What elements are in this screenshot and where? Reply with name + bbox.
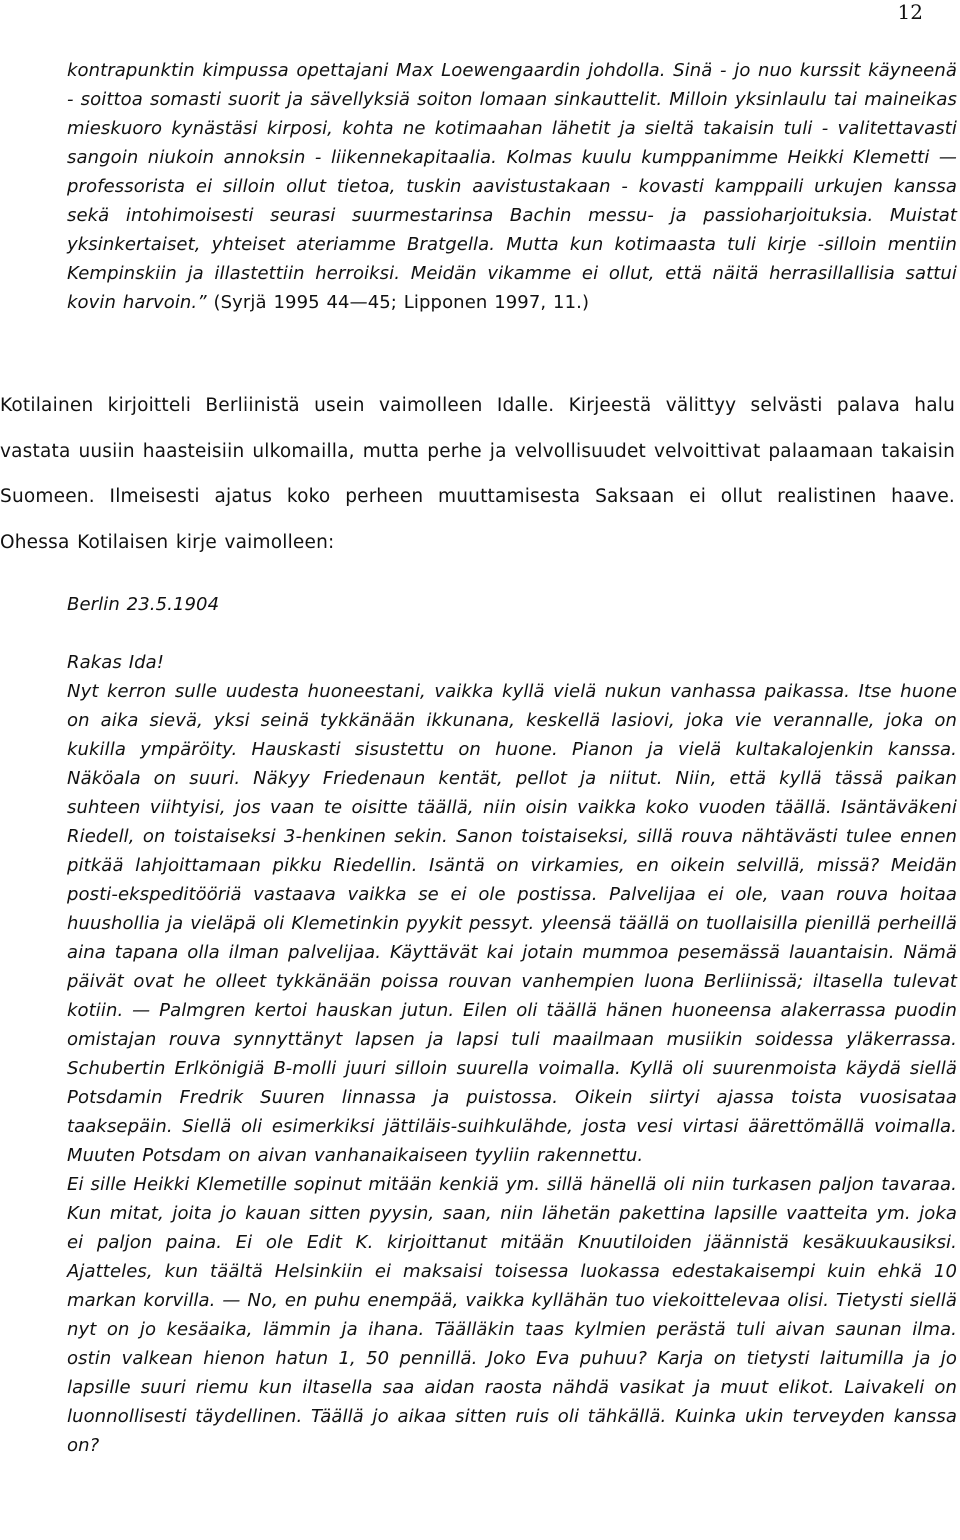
letter-paragraph-1: Nyt kerron sulle uudesta huoneestani, vaikka kyllä vielä nukun vanhassa paikassa. Itse huone on aika sievä, yksi seinä tykkänään ikkunana, keskellä lasiovi, joka vie verannalle, joka on kukilla ympäröity. Hauskasti sisustettu on huone. Pianon ja vielä kultakalojenkin kanssa. Näköala on suuri. Näkyy Friedenaun kentät, pellot ja niitut. Niin, että kyllä tässä paikan suhteen viihtyisi, jos vaan te oisitte täällä, niin oisin vaikka koko vuoden täällä. Isäntäväkeni Riedell, on toistaiseksi 3-henkinen sekin. Sanon toistaiseksi, sillä rouva nähtävästi tulee ennen pitkää lahjoittamaan pikku Riedellin. Isäntä on virkamies, en oikein selvillä, missä? Meidän posti-ekspeditööriä vastaava vaikka se ei ole postissa. Palvelijaa ei ole, vaan rouva hoitaa huushollia ja vieläpä oli Klemetinkin pyykit pessyt. yleensä täällä on tuollaisilla pienillä perheillä aina tapana olla ilman palvelijaa. Käyttävät kai jotain mummoa pesemässä lauantaisin. Nämä päivät ovat he olleet tykkänään poissa rouvan vanhempien luona Berliinissä; iltasella tulevat kotiin. — Palmgren kertoi hauskan jutun. Eilen oli täällä hänen huoneensa alakerrassa puodin omistajan rouva synnyttänyt lapsen ja lapsi tuli maailmaan musiikin soidessa yläkerrassa. Schubertin Erlkönigiä B-molli juuri silloin suurella voimalla. Kyllä oli suurenmoista käydä siellä Potsdamin Fredrik Suuren linnassa ja puistossa. Oikein siirtyi ajassa toista vuosisataa taaksepäin. Siellä oli esimerkiksi jättiläis-suihkulähde, josta vesi virtasi äärettömällä voimalla. Muuten Potsdam on aivan vanhanaikaiseen tyyliin rakennettu. bbox=[67, 681, 957, 1166]
letter-body bbox=[67, 648, 957, 1460]
block-quote bbox=[67, 56, 957, 317]
letter-date: Berlin 23.5.1904 bbox=[67, 594, 220, 615]
quote-citation: (Syrjä 1995 44—45; Lipponen 1997, 11.) bbox=[206, 292, 590, 313]
quote-text: kontrapunktin kimpussa opettajani Max Loewengaardin johdolla. Sinä - jo nuo kurssit käyneenä - soittoa somasti suorit ja sävellyksiä soiton lomaan sinkauttelit. Milloin yksinlaulu tai maineikas mieskuoro kynästäsi kirposi, kohta ne kotimaahan lähetit ja sieltä takaisin tuli - valitettavasti sangoin niukoin annoksin - liikennekapitaalia. Kolmas kuulu kumppanimme Heikki Klemetti — professorista ei silloin ollut tietoa, tuskin aavistustakaan - kovasti kamppaili urkujen kanssa sekä intohimoisesti seurasi suurmestarinsa Bachin messu- ja passioharjoituksia. Muistat yksinkertaiset, yhteiset ateriamme Bratgella. Mutta kun kotimaasta tuli kirje -silloin mentiin Kempinskiin ja illastettiin herroiksi. Meidän vikamme ei ollut, että näitä herrasillallisia sattui kovin harvoin.” bbox=[67, 60, 957, 313]
body-paragraph: Kotilainen kirjoitteli Berliinistä usein vaimolleen Idalle. Kirjeestä välittyy selvästi palava halu vastata uusiin haasteisiin ulkomailla, mutta perhe ja velvollisuudet velvoittivat palaamaan takaisin Suomeen. Ilmeisesti ajatus koko perheen muuttamisesta Saksaan ei ollut realistinen haave. Ohessa Kotilaisen kirje vaimolleen: bbox=[0, 395, 955, 553]
letter-salutation: Rakas Ida! bbox=[67, 652, 165, 673]
letter-paragraph-2: Ei sille Heikki Klemetille sopinut mitään kenkiä ym. sillä hänellä oli niin turkasen paljon tavaraa. Kun mitat, joita jo kauan sitten pyysin, saan, niin lähetän pakettina lapsille vaatteita ym. joka ei paljon paina. Ei ole Edit K. kirjoittanut mitään Knuutiloiden jäännistä kesäkuukausiksi. Ajatteles, kun täältä Helsinkiin ei maksaisi toisessa luokassa edestakaisempi kuin ehkä 10 markan korvilla. — No, en puhu enempää, vaikka kyllähän tuo viekoittelevaa olisi. Tietysti siellä nyt on jo kesäaika, lämmin ja ihana. Täälläkin taas kylmien perästä tuli aivan saunan ilma. ostin valkean hienon hatun 1, 50 pennillä. Joko Eva puhuu? Karja on tietysti laitumilla ja jo lapsille suuri riemu kun iltasella saa aidan raosta nähdä vasikat ja muut elikot. Laivakeli on luonnollisesti täydellinen. Täällä jo aikaa sitten ruis oli tähkällä. Kuinka ukin terveyden kanssa on? bbox=[67, 1174, 957, 1456]
page-number: 12 bbox=[897, 0, 923, 24]
